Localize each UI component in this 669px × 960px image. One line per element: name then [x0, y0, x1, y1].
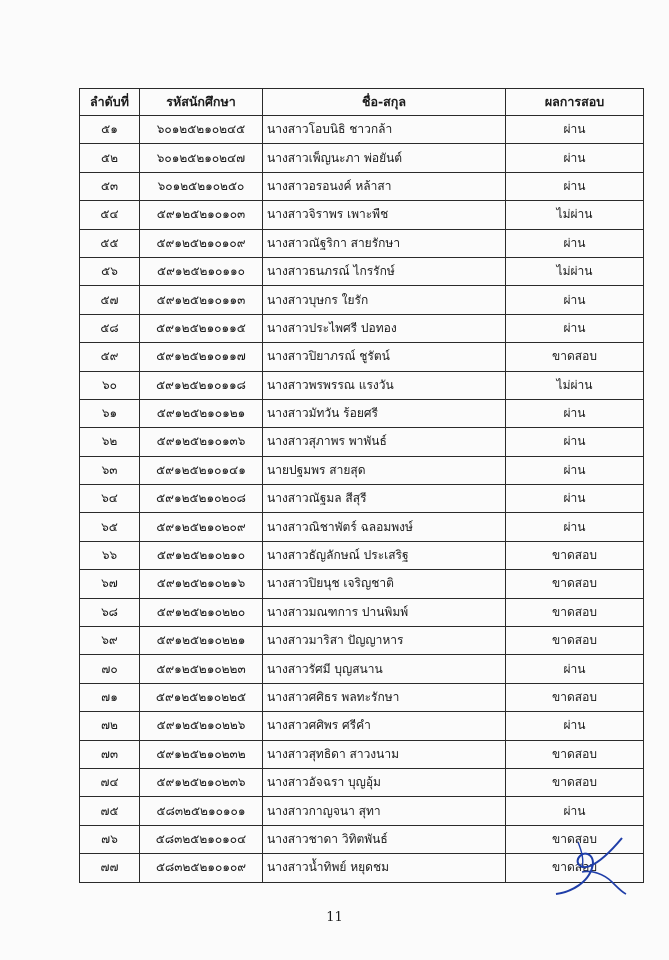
signature-image [552, 832, 628, 902]
table-row [80, 257, 644, 285]
row-name-cell: นางสาวศศิธร พลทะรักษา [263, 683, 506, 711]
row-order-cell: ๕๒ [80, 144, 140, 172]
row-student-id-cell: ๕๙๑๒๕๒๑๐๒๑๖ [140, 570, 263, 598]
row-order-cell: ๗๐ [80, 655, 140, 683]
row-result-cell: ขาดสอบ [506, 598, 644, 626]
table-row [80, 201, 644, 229]
table-row [80, 399, 644, 427]
table-row [80, 541, 644, 569]
table-row [80, 286, 644, 314]
row-name-cell: นางสาวจิราพร เพาะพืช [263, 201, 506, 229]
row-name-cell: นางสาวณิชาพัตร์ ฉลอมพงษ์ [263, 513, 506, 541]
row-order-cell: ๖๙ [80, 627, 140, 655]
exam-results-table [79, 88, 644, 883]
row-result-cell: ขาดสอบ [506, 627, 644, 655]
header-result: ผลการสอบ [506, 89, 644, 116]
table-row [80, 343, 644, 371]
row-student-id-cell: ๕๘๓๒๕๒๑๐๑๐๙ [140, 854, 263, 882]
row-student-id-cell: ๕๙๑๒๕๒๑๐๒๑๐ [140, 541, 263, 569]
row-result-cell: ผ่าน [506, 172, 644, 200]
row-order-cell: ๖๒ [80, 428, 140, 456]
row-student-id-cell: ๕๙๑๒๕๒๑๐๑๒๑ [140, 399, 263, 427]
row-result-cell: ผ่าน [506, 286, 644, 314]
row-name-cell: นางสาวน้ำทิพย์ หยุดชม [263, 854, 506, 882]
header-order: ลำดับที่ [80, 89, 140, 116]
row-student-id-cell: ๕๙๑๒๕๒๑๐๒๓๖ [140, 768, 263, 796]
row-result-cell: ไม่ผ่าน [506, 201, 644, 229]
row-result-cell: ไม่ผ่าน [506, 257, 644, 285]
row-result-cell: ขาดสอบ [506, 854, 644, 882]
row-order-cell: ๕๘ [80, 314, 140, 342]
table-row [80, 797, 644, 825]
row-student-id-cell: ๕๙๑๒๕๒๑๐๒๒๓ [140, 655, 263, 683]
row-name-cell: นางสาวมัทวัน ร้อยศรี [263, 399, 506, 427]
header-student-id: รหัสนักศึกษา [140, 89, 263, 116]
table-row [80, 485, 644, 513]
row-order-cell: ๕๓ [80, 172, 140, 200]
row-order-cell: ๕๕ [80, 229, 140, 257]
row-result-cell: ผ่าน [506, 485, 644, 513]
table-row [80, 314, 644, 342]
row-student-id-cell: ๕๙๑๒๕๒๑๐๒๓๒ [140, 740, 263, 768]
table-row [80, 655, 644, 683]
row-result-cell: ขาดสอบ [506, 570, 644, 598]
row-order-cell: ๕๑ [80, 116, 140, 144]
row-student-id-cell: ๕๙๑๒๕๒๑๐๑๑๓ [140, 286, 263, 314]
row-student-id-cell: ๕๘๓๒๕๒๑๐๑๐๔ [140, 825, 263, 853]
row-order-cell: ๖๑ [80, 399, 140, 427]
row-order-cell: ๖๐ [80, 371, 140, 399]
table-row [80, 229, 644, 257]
row-order-cell: ๗๔ [80, 768, 140, 796]
row-result-cell: ผ่าน [506, 144, 644, 172]
row-result-cell: ขาดสอบ [506, 683, 644, 711]
row-order-cell: ๗๒ [80, 712, 140, 740]
row-result-cell: ขาดสอบ [506, 343, 644, 371]
row-student-id-cell: ๕๙๑๒๕๒๑๐๑๔๑ [140, 456, 263, 484]
row-name-cell: นางสาวเพ็ญนะภา พ่อยันต์ [263, 144, 506, 172]
row-student-id-cell: ๕๙๑๒๕๒๑๐๑๓๖ [140, 428, 263, 456]
row-result-cell: ผ่าน [506, 314, 644, 342]
row-name-cell: นางสาวสุทธิดา สาวงนาม [263, 740, 506, 768]
row-order-cell: ๗๖ [80, 825, 140, 853]
row-result-cell: ขาดสอบ [506, 768, 644, 796]
row-order-cell: ๖๔ [80, 485, 140, 513]
row-student-id-cell: ๕๙๑๒๕๒๑๐๑๐๙ [140, 229, 263, 257]
row-name-cell: นางสาวมาริสา ปัญญาหาร [263, 627, 506, 655]
row-name-cell: นางสาวปิยนุช เจริญชาติ [263, 570, 506, 598]
row-order-cell: ๖๖ [80, 541, 140, 569]
row-student-id-cell: ๕๙๑๒๕๒๑๐๒๒๕ [140, 683, 263, 711]
row-student-id-cell: ๕๙๑๒๕๒๑๐๑๑๐ [140, 257, 263, 285]
table-row [80, 116, 644, 144]
row-name-cell: นางสาวพรพรรณ แรงวัน [263, 371, 506, 399]
row-name-cell: นางสาวโอบนิธิ ชาวกล้า [263, 116, 506, 144]
row-name-cell: นางสาวกาญจนา สุทา [263, 797, 506, 825]
row-name-cell: นางสาวชาดา วิทิตพันธ์ [263, 825, 506, 853]
row-name-cell: นางสาวสุภาพร พาพันธ์ [263, 428, 506, 456]
table-row [80, 598, 644, 626]
table-row [80, 768, 644, 796]
row-order-cell: ๕๗ [80, 286, 140, 314]
row-name-cell: นางสาวบุษกร ใยรัก [263, 286, 506, 314]
page-number: 11 [326, 910, 343, 925]
row-name-cell: นางสาวศศิพร ศรีคำ [263, 712, 506, 740]
table-row [80, 683, 644, 711]
row-name-cell: นางสาวอรอนงค์ หล้าสา [263, 172, 506, 200]
row-student-id-cell: ๕๙๑๒๕๒๑๐๑๑๕ [140, 314, 263, 342]
table-row [80, 740, 644, 768]
row-result-cell: ผ่าน [506, 456, 644, 484]
row-result-cell: ผ่าน [506, 712, 644, 740]
table-row [80, 627, 644, 655]
header-name: ชื่อ-สกุล [263, 89, 506, 116]
row-student-id-cell: ๕๙๑๒๕๒๑๐๒๒๖ [140, 712, 263, 740]
table-row [80, 570, 644, 598]
row-name-cell: นางสาวมณฑการ ปานพิมพ์ [263, 598, 506, 626]
table-row [80, 456, 644, 484]
row-student-id-cell: ๕๙๑๒๕๒๑๐๑๑๘ [140, 371, 263, 399]
table-row [80, 712, 644, 740]
table-row [80, 428, 644, 456]
row-result-cell: ผ่าน [506, 655, 644, 683]
row-result-cell: ผ่าน [506, 797, 644, 825]
table-header-row [80, 89, 644, 116]
row-student-id-cell: ๕๘๓๒๕๒๑๐๑๐๑ [140, 797, 263, 825]
row-order-cell: ๗๑ [80, 683, 140, 711]
row-order-cell: ๕๙ [80, 343, 140, 371]
row-name-cell: นางสาวปิยาภรณ์ ชูรัตน์ [263, 343, 506, 371]
row-result-cell: ขาดสอบ [506, 825, 644, 853]
row-student-id-cell: ๕๙๑๒๕๒๑๐๒๒๑ [140, 627, 263, 655]
row-result-cell: ผ่าน [506, 229, 644, 257]
row-student-id-cell: ๕๙๑๒๕๒๑๐๒๐๘ [140, 485, 263, 513]
row-result-cell: ผ่าน [506, 513, 644, 541]
row-result-cell: ผ่าน [506, 428, 644, 456]
row-order-cell: ๗๓ [80, 740, 140, 768]
row-order-cell: ๖๗ [80, 570, 140, 598]
row-order-cell: ๖๕ [80, 513, 140, 541]
table-row [80, 144, 644, 172]
row-student-id-cell: ๖๐๑๒๕๒๑๐๒๕๐ [140, 172, 263, 200]
row-student-id-cell: ๖๐๑๒๕๒๑๐๒๔๕ [140, 116, 263, 144]
row-order-cell: ๗๕ [80, 797, 140, 825]
row-name-cell: นายปฐมพร สายสุด [263, 456, 506, 484]
row-result-cell: ผ่าน [506, 116, 644, 144]
row-result-cell: ผ่าน [506, 399, 644, 427]
row-result-cell: ไม่ผ่าน [506, 371, 644, 399]
row-student-id-cell: ๖๐๑๒๕๒๑๐๒๔๗ [140, 144, 263, 172]
row-name-cell: นางสาวอัจฉรา บุญอุ้ม [263, 768, 506, 796]
row-name-cell: นางสาวรัศมี บุญสนาน [263, 655, 506, 683]
row-result-cell: ขาดสอบ [506, 740, 644, 768]
row-result-cell: ขาดสอบ [506, 541, 644, 569]
row-student-id-cell: ๕๙๑๒๕๒๑๐๑๑๗ [140, 343, 263, 371]
row-order-cell: ๖๓ [80, 456, 140, 484]
row-name-cell: นางสาวณัฐมล สีสุรี [263, 485, 506, 513]
row-name-cell: นางสาวประไพศรี ปอทอง [263, 314, 506, 342]
row-student-id-cell: ๕๙๑๒๕๒๑๐๒๐๙ [140, 513, 263, 541]
row-student-id-cell: ๕๙๑๒๕๒๑๐๑๐๓ [140, 201, 263, 229]
row-name-cell: นางสาวณัฐริกา สายรักษา [263, 229, 506, 257]
row-order-cell: ๖๘ [80, 598, 140, 626]
row-student-id-cell: ๕๙๑๒๕๒๑๐๒๒๐ [140, 598, 263, 626]
row-order-cell: ๕๖ [80, 257, 140, 285]
row-name-cell: นางสาวธัญลักษณ์ ประเสริฐ [263, 541, 506, 569]
row-name-cell: นางสาวธนภรณ์ ไกรรักษ์ [263, 257, 506, 285]
row-order-cell: ๗๗ [80, 854, 140, 882]
table-row [80, 371, 644, 399]
table-row [80, 513, 644, 541]
row-order-cell: ๕๔ [80, 201, 140, 229]
table-row [80, 172, 644, 200]
